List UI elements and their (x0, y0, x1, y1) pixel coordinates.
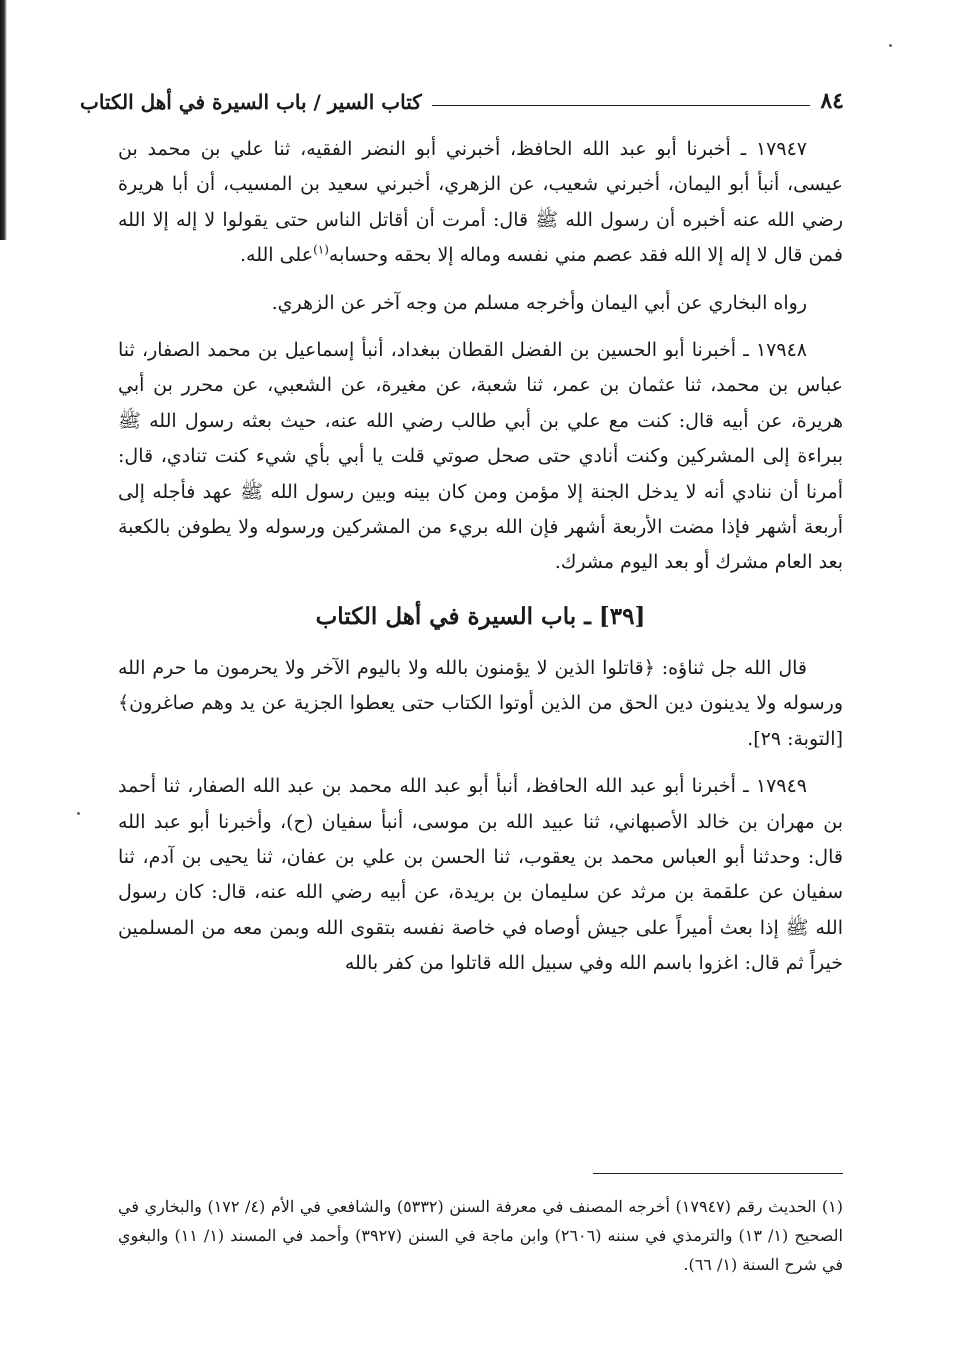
scan-edge-shadow (0, 0, 7, 240)
footnotes (118, 1192, 843, 1279)
footnote-1: (١) الحديث رقم (١٧٩٤٧) أخرجه المصنف في معرفة السنن (٥٣٣٢) والشافعي في الأم (٤/ ١٧٢) والبخاري في الصحيح (١/ ١٣) والترمذي في سننه (٢٦٠٦) وابن ماجة في السنن (٣٩٢٧) وأحمد في المسند (١/ ١١) والبغوي في شرح السنة (١/ ٦٦). (118, 1197, 844, 1274)
page-number: ٨٤ (820, 88, 844, 114)
hadith-text-end: على الله. (239, 244, 314, 267)
scan-speck (889, 44, 892, 47)
scan-speck (77, 812, 80, 815)
header-rule (432, 105, 811, 106)
hadith-paragraph: ١٧٩٤٨ ـ أخبرنا أبو الحسين بن الفضل القطان ببغداد، أنبأ إسماعيل بن محمد الصفار، ثنا عباس بن محمد، ثنا عثمان بن عمر، ثنا شعبة، عن مغيرة، عن الشعبي، عن محرر بن أبي هريرة، عن أبيه قال: كنت مع علي بن أبي طالب رضي الله عنه، حيث بعثه رسول الله ﷺ ببراءة إلى المشركين وكنت أنادي حتى صحل صوتي قلت يا أبي بأي شيء كنت تنادي، قال: أمرنا أن ننادي أنه لا يدخل الجنة إلا مؤمن ومن كان بينه وبين رسول الله ﷺ عهد فأجله إلى أربعة أشهر فإذا مضت الأربعة أشهر فإن الله بريء من المشركين ورسوله ولا يطوفن بالكعبة بعد العام مشرك أو بعد اليوم مشرك. (118, 339, 843, 574)
running-title: كتاب السير / باب السيرة في أهل الكتاب (80, 90, 422, 114)
chapter-heading: [٣٩] ـ باب السيرة في أهل الكتاب (315, 602, 646, 630)
narration-paragraph: رواه البخاري عن أبي اليمان وأخرجه مسلم من وجه آخر عن الزهري. (271, 291, 807, 314)
footnote-marker[interactable]: (١) (313, 242, 329, 257)
hadith-paragraph: ١٧٩٤٩ ـ أخبرنا أبو عبد الله الحافظ، أنبأ أبو عبد الله محمد بن عبد الله الصفار، ثنا أحمد بن مهران بن خالد الأصبهاني، ثنا عبيد الله بن موسى، أنبأ سفيان (ح)، وأخبرنا أبو عبد الله قال: وحدثنا أبو العباس محمد بن يعقوب، ثنا الحسن بن علي بن عفان، ثنا يحيى بن آدم، ثنا سفيان عن علقمة بن مرثد عن سليمان بن بريدة، عن أبيه رضي الله عنه، قال: كان رسول الله ﷺ إذا بعث أميراً على جيش أوصاه في خاصة نفسه بتقوى الله وبمن معه من المسلمين خيراً ثم قال: اغزوا باسم الله وفي سبيل الله قاتلوا من كفر بالله (118, 775, 843, 975)
quran-verse-paragraph: قال الله جل ثناؤه: ﴿قاتلوا الذين لا يؤمنون بالله ولا باليوم الآخر ولا يحرمون ما حرم الله ورسوله ولا يدينون دين الحق من الذين أوتوا الكتاب حتى يعطوا الجزية عن يد وهم صاغرون﴾ [التوبة: ٢٩]. (118, 656, 843, 750)
hadith-text: ١٧٩٤٧ ـ أخبرنا أبو عبد الله الحافظ، أخبرني أبو النضر الفقيه، ثنا علي بن محمد بن عيسى، أنبأ أبو اليمان، أخبرني شعيب، عن الزهري، أخبرني سعيد بن المسيب، أن أبا هريرة رضي الله عنه أخبره أن رسول الله ﷺ قال: أمرت أن أقاتل الناس حتى يقولوا لا إله إلا الله فمن قال لا إله إلا الله فقد عصم مني نفسه وماله إلا بحقه وحسابه (118, 138, 843, 267)
running-header (80, 78, 844, 112)
main-text (118, 132, 843, 994)
hadith-paragraph (118, 132, 843, 274)
footnote-separator (593, 1173, 843, 1174)
